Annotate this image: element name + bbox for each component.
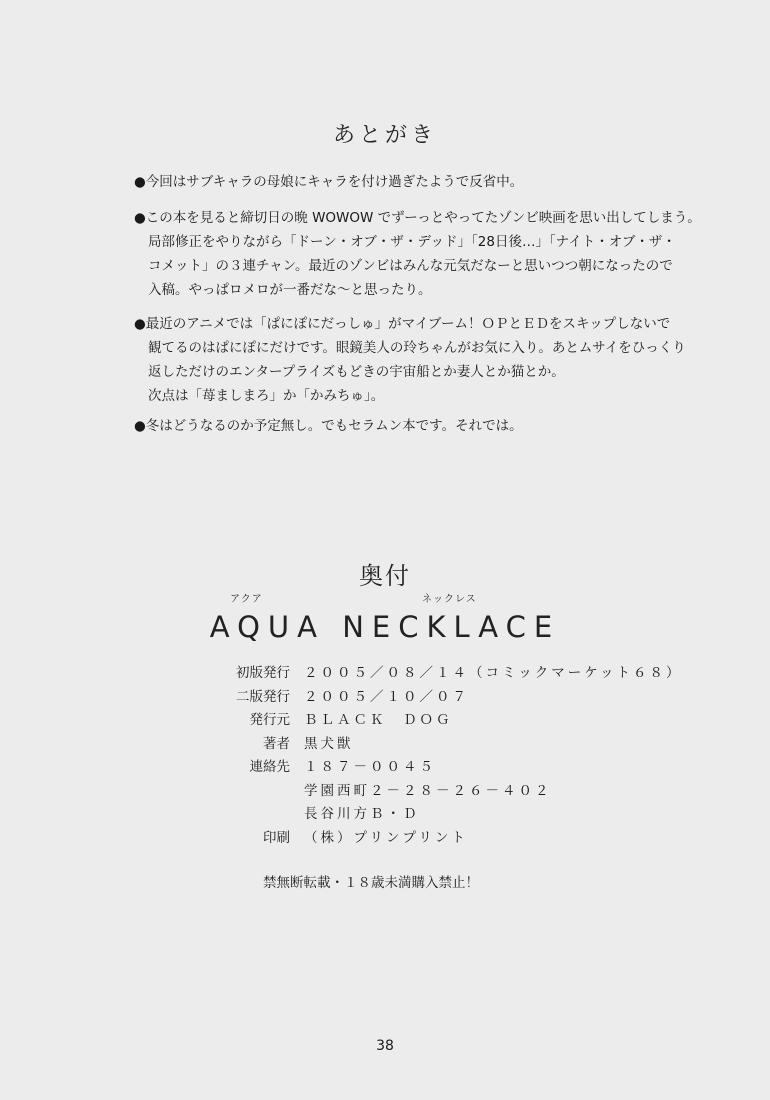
paragraph-line: 入稿。やっぱロメロが一番だな～と思ったり。 (148, 282, 432, 298)
colophon-value: （株）プリンプリント (304, 829, 468, 846)
colophon-label: 二版発行 (236, 688, 290, 705)
paragraph-line: コメット」の３連チャン。最近のゾンビはみんな元気だなーと思いつつ朝になったので (148, 258, 673, 274)
title-ruby-right: ネックレス (422, 594, 477, 605)
colophon-label: 発行元 (249, 712, 290, 728)
colophon-row (210, 733, 683, 757)
colophon-row (210, 709, 683, 733)
colophon-row (210, 686, 683, 710)
colophon-label (210, 803, 304, 827)
colophon-label: 初版発行 (236, 665, 290, 681)
afterword-paragraph-1 (134, 170, 523, 194)
colophon-row (210, 780, 683, 804)
paragraph-line: 局部修正をやりながら「ドーン・オブ・ザ・デッド」「28日後…」「ナイト・オブ・ザ・ (148, 234, 676, 250)
colophon-value: ２００５／１０／０７ (304, 688, 469, 705)
paragraph-line: 観てるのはぱにぽにだけです。眼鏡美人の玲ちゃんがお気に入り。あとムサイをひっくり (148, 340, 686, 356)
colophon-value: 学園西町２－２８－２６－４０２ (304, 782, 552, 799)
colophon-label (210, 780, 304, 804)
afterword-paragraph-4 (134, 414, 523, 438)
paragraph-line: 次点は「苺ましまろ」か「かみちゅ」。 (148, 388, 385, 404)
afterword-heading: あとがき (332, 123, 437, 148)
paragraph-line: ●冬はどうなるのか予定無し。でもセラムン本です。それでは。 (134, 418, 523, 434)
paragraph-line: 返しただけのエンタープライズもどきの宇宙船とか妻人とか猫とか。 (148, 364, 565, 380)
colophon-value: ＢＬＡＣＫ ＤＯＧ (304, 712, 453, 728)
colophon-label: 印刷 (263, 829, 290, 846)
reproduction-warning: 禁無断転載・１８歳未満購入禁止！ (263, 875, 479, 891)
colophon-value: 長谷川方Ｂ・Ｄ (304, 806, 420, 822)
colophon-value: ２００５／０８／１４（コミックマーケット６８） (304, 665, 683, 681)
afterword-paragraph-2 (134, 206, 701, 302)
colophon-row (210, 827, 683, 851)
colophon-value: 黒犬獣 (304, 735, 354, 752)
colophon-value: １８７－００４５ (304, 759, 436, 775)
book-title: AQUA NECKLACE (209, 610, 561, 644)
colophon-label: 連絡先 (249, 759, 290, 775)
book-title-block (150, 588, 620, 648)
paragraph-line: ●最近のアニメでは「ぱにぽにだっしゅ」がマイブーム！ＯＰとＥＤをスキップしないで (134, 316, 671, 332)
colophon-label: 著者 (263, 735, 290, 752)
page-number: 38 (376, 1038, 394, 1054)
paragraph-line: ●今回はサブキャラの母娘にキャラを付け過ぎたようで反省中。 (134, 174, 524, 190)
paragraph-line: ●この本を見ると締切日の晩 WOWOW でずーっとやってたゾンビ映画を思い出してしまう。 (134, 210, 701, 226)
title-ruby-left: アクア (230, 594, 263, 605)
colophon-row (210, 662, 683, 686)
colophon-row (210, 756, 683, 780)
colophon-row (210, 803, 683, 827)
colophon-heading: 奥付 (359, 562, 411, 590)
colophon-table (210, 662, 683, 850)
afterword-paragraph-3 (134, 312, 686, 408)
